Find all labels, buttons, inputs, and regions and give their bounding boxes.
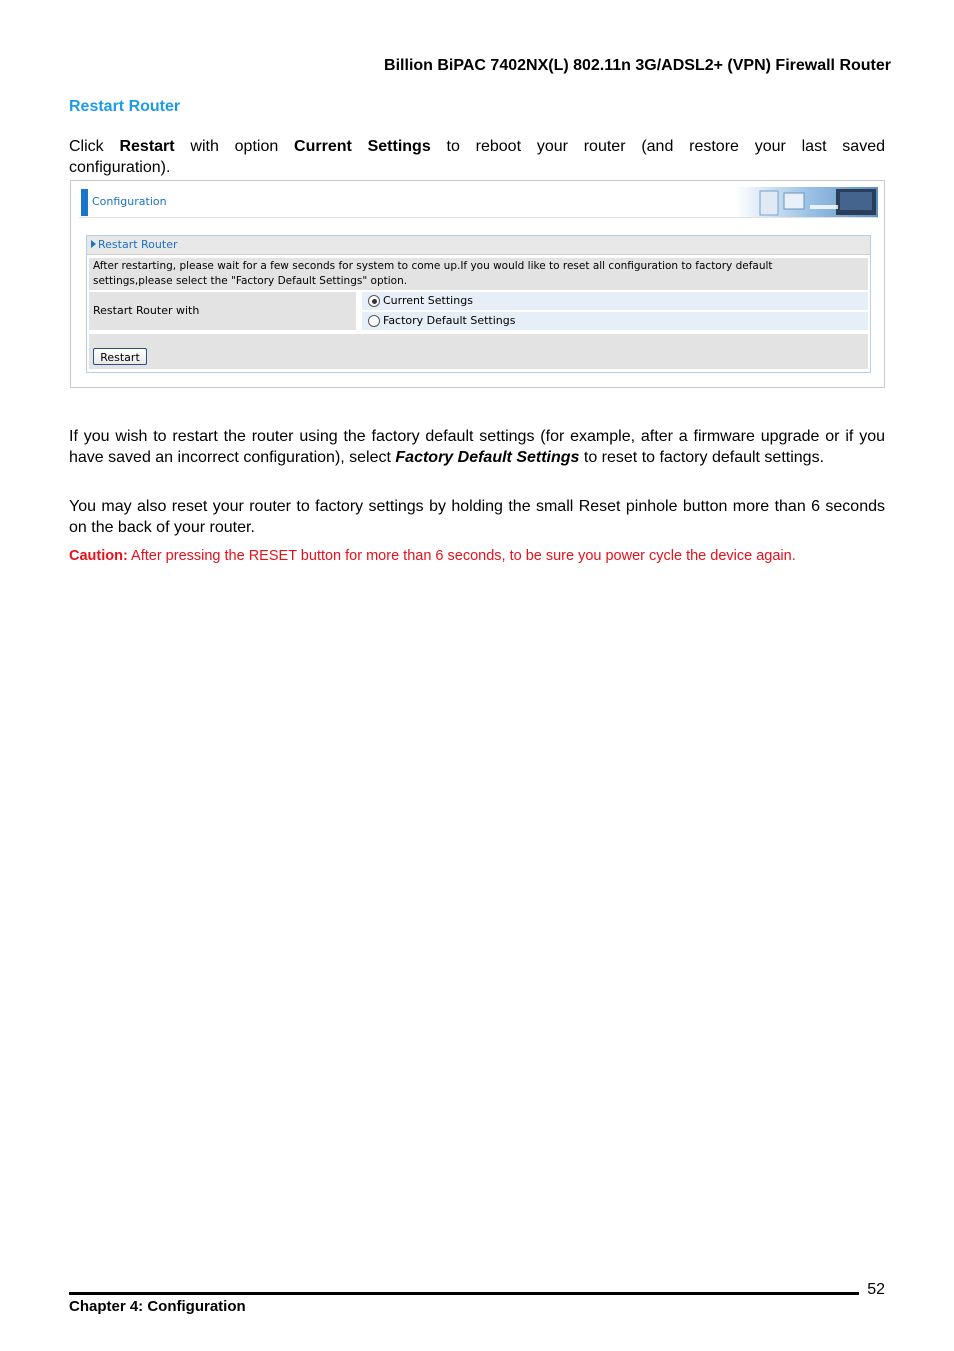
restart-note-line2: settings,please select the "Factory Default Settings" option. <box>93 274 408 287</box>
restart-button[interactable]: Restart <box>93 348 147 365</box>
triangle-right-icon <box>91 240 96 248</box>
restart-with-label: Restart Router with <box>89 292 356 330</box>
configuration-accent-bar <box>81 189 88 216</box>
option-current-settings-label: Current Settings <box>383 294 473 307</box>
para2-emphasis: Factory Default Settings <box>395 448 580 466</box>
restart-note-line1: After restarting, please wait for a few seconds for system to come up.If you would like to reset all configuration to factory default <box>93 260 773 272</box>
option-factory-default-label: Factory Default Settings <box>383 314 516 327</box>
intro-word-click: Click <box>69 138 104 155</box>
radio-factory-default[interactable] <box>368 315 380 327</box>
router-ui-screenshot <box>70 180 885 388</box>
intro-paragraph <box>69 137 885 178</box>
restart-note <box>89 258 868 290</box>
configuration-label: Configuration <box>92 195 167 208</box>
para2-before: If you wish to restart the router using the factory default settings (for example, after a firmware upgrade or if you have saved an incorrect configuration), select <box>69 428 885 466</box>
panel-title: Restart Router <box>98 238 178 251</box>
footer-chapter-title: Chapter 4: Configuration <box>69 1298 246 1315</box>
intro-end: configuration). <box>69 158 171 176</box>
para2-after: to reset to factory default settings. <box>583 448 825 466</box>
intro-restart-term: Restart <box>119 138 175 155</box>
page-number: 52 <box>867 1281 885 1298</box>
footer-divider <box>69 1292 859 1295</box>
factory-default-paragraph <box>69 427 885 468</box>
option-factory-default[interactable] <box>362 312 868 330</box>
intro-with-option: with option <box>190 138 279 155</box>
button-row <box>89 334 868 369</box>
restart-router-panel <box>86 235 871 373</box>
intro-current-settings-term: Current Settings <box>294 138 431 155</box>
office-banner-graphic <box>736 187 878 217</box>
caution-label: Caution: <box>69 548 128 564</box>
configuration-header-bar <box>79 187 878 218</box>
radio-current-settings[interactable] <box>368 295 380 307</box>
document-header-title: Billion BiPAC 7402NX(L) 802.11n 3G/ADSL2+ (VPN) Firewall Router <box>384 57 891 74</box>
reset-pinhole-paragraph: You may also reset your router to factory settings by holding the small Reset pinhole button more than 6 seconds on the back of your router. <box>69 498 885 536</box>
caution-text: After pressing the RESET button for more than 6 seconds, to be sure you power cycle the device again. <box>131 548 796 564</box>
caution-note <box>69 548 899 564</box>
option-current-settings[interactable] <box>362 292 868 310</box>
section-title: Restart Router <box>69 98 181 115</box>
panel-header <box>87 236 870 255</box>
intro-rest: to reboot your router (and restore your last saved <box>446 138 886 155</box>
